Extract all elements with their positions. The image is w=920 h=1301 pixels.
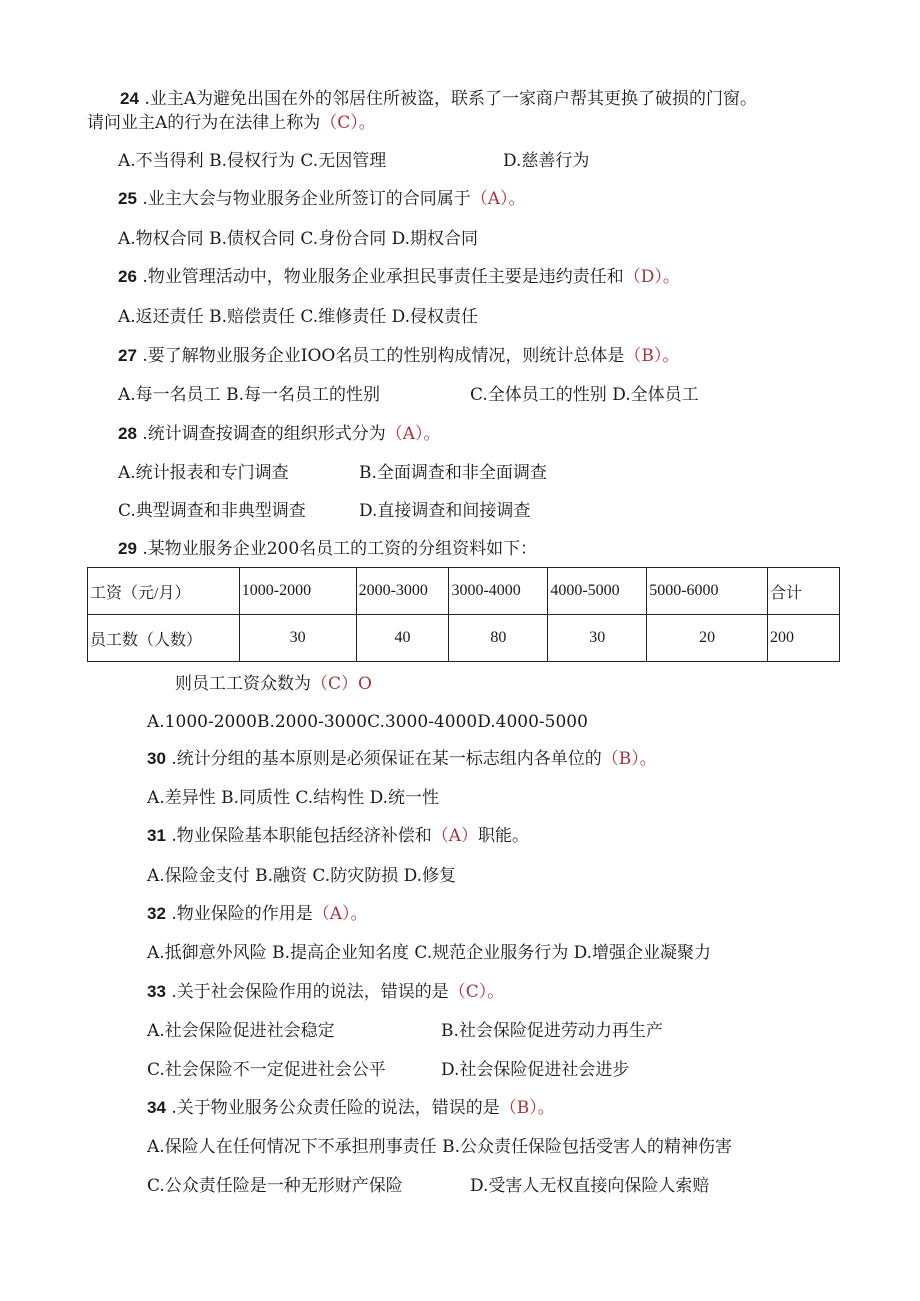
question-31-options: A.保险金支付 B.融资 C.防灾防损 D.修复 — [147, 866, 457, 886]
question-30-options: A.差异性 B.同质性 C.结构性 D.统一性 — [147, 788, 440, 808]
question-29-options: A.1000-2000B.2000-3000C.3000-4000D.4000-5000 — [147, 712, 588, 732]
question-34-stem — [147, 1097, 555, 1119]
answer-mark: （C）。 — [320, 113, 376, 133]
table-cell: 5000-6000 — [647, 568, 768, 615]
question-33-option-b: B.社会保险促进劳动力再生产 — [441, 1021, 663, 1041]
question-32-options: A.抵御意外风险 B.提高企业知名度 C.规范企业服务行为 D.增强企业凝聚力 — [147, 943, 712, 963]
question-number: 25 — [118, 189, 137, 208]
table-cell: 200 — [768, 615, 840, 662]
question-26-stem — [118, 266, 680, 288]
answer-mark: （B）。 — [601, 749, 657, 769]
question-28-option-c: C.典型调查和非典型调查 — [118, 501, 306, 521]
question-30-stem — [147, 748, 657, 770]
question-text: .业主大会与物业服务企业所签订的合同属于 — [142, 189, 471, 209]
question-33-stem — [147, 981, 504, 1003]
question-number: 30 — [147, 749, 166, 768]
question-text: 职能。 — [478, 826, 530, 846]
table-cell: 员工数（人数） — [88, 615, 240, 662]
question-text: .物业保险基本职能包括经济补偿和 — [171, 826, 432, 846]
table-cell: 20 — [647, 615, 768, 662]
table-cell: 80 — [449, 615, 548, 662]
answer-mark: （A）。 — [385, 424, 441, 444]
answer-mark: （C）O — [311, 674, 372, 694]
question-26-options: A.返还责任 B.赔偿责任 C.维修责任 D.侵权责任 — [118, 307, 479, 327]
question-27-options-ab: A.每一名员工 B.每一名员工的性别 — [118, 385, 380, 405]
question-28-option-a: A.统计报表和专门调查 — [118, 463, 289, 483]
question-text: .要了解物业服务企业IOO名员工的性别构成情况，则统计总体是 — [142, 346, 625, 366]
question-text: .统计调查按调查的组织形式分为 — [142, 424, 386, 444]
question-33-option-c: C.社会保险不一定促进社会公平 — [147, 1060, 386, 1080]
question-number: 26 — [118, 267, 137, 286]
table-cell: 2000-3000 — [356, 568, 449, 615]
question-24-option-d: D.慈善行为 — [503, 151, 590, 171]
question-text: .统计分组的基本原则是必须保证在某一标志组内各单位的 — [171, 749, 602, 769]
question-29-stem — [118, 538, 537, 560]
table-cell: 30 — [548, 615, 647, 662]
question-number: 31 — [147, 826, 166, 845]
question-number: 28 — [118, 424, 137, 443]
question-33-option-a: A.社会保险促进社会稳定 — [147, 1021, 335, 1041]
question-28-option-b: B.全面调查和非全面调查 — [359, 463, 547, 483]
question-28-stem — [118, 423, 441, 445]
question-31-stem — [147, 825, 529, 847]
table-cell: 工资（元/月） — [88, 568, 240, 615]
answer-mark: （D）。 — [623, 267, 680, 287]
question-27-stem — [118, 345, 679, 367]
answer-mark: （C）。 — [448, 982, 505, 1002]
question-34-options-ab: A.保险人在任何情况下不承担刑事责任 B.公众责任保险包括受害人的精神伤害 — [147, 1137, 732, 1157]
table-cell: 3000-4000 — [449, 568, 548, 615]
question-number: 32 — [147, 904, 166, 923]
question-24-stem — [120, 88, 757, 110]
question-24-stem-line2 — [87, 112, 376, 134]
question-27-options-cd: C.全体员工的性别 D.全体员工 — [470, 385, 699, 405]
table-header-row — [88, 568, 840, 615]
question-33-option-d: D.社会保险促进社会进步 — [441, 1060, 630, 1080]
table-cell: 合计 — [768, 568, 840, 615]
table-cell: 30 — [239, 615, 356, 662]
answer-mark: （B）。 — [624, 346, 680, 366]
table-cell: 4000-5000 — [548, 568, 647, 615]
question-text: .物业管理活动中，物业服务企业承担民事责任主要是违约责任和 — [142, 267, 624, 287]
question-text: .业主A为避免出国在外的邻居住所被盗，联系了一家商户帮其更换了破损的门窗。 — [144, 89, 758, 109]
question-number: 24 — [120, 89, 139, 108]
question-text: 请问业主A的行为在法律上称为 — [87, 113, 321, 133]
question-32-stem — [147, 903, 368, 925]
question-28-option-d: D.直接调查和间接调查 — [359, 501, 531, 521]
question-25-stem — [118, 188, 526, 210]
answer-mark: （A） — [431, 826, 479, 846]
question-number: 34 — [147, 1098, 166, 1117]
question-number: 27 — [118, 346, 137, 365]
table-row — [88, 615, 840, 662]
question-34-option-c: C.公众责任险是一种无形财产保险 — [147, 1176, 403, 1196]
question-number: 33 — [147, 982, 166, 1001]
table-cell: 1000-2000 — [239, 568, 356, 615]
question-24-options: A.不当得利 B.侵权行为 C.无因管理 — [118, 151, 387, 171]
question-text: .关于社会保险作用的说法，错误的是 — [171, 982, 449, 1002]
question-25-options: A.物权合同 B.债权合同 C.身份合同 D.期权合同 — [118, 229, 479, 249]
table-cell: 40 — [356, 615, 449, 662]
answer-mark: （A）。 — [312, 904, 368, 924]
question-number: 29 — [118, 539, 137, 558]
question-text: .物业保险的作用是 — [171, 904, 313, 924]
question-text: 则员工工资众数为 — [175, 674, 311, 694]
question-text: .关于物业服务公众责任险的说法，错误的是 — [171, 1098, 500, 1118]
question-34-option-d: D.受害人无权直接向保险人索赔 — [470, 1176, 710, 1196]
question-text: .某物业服务企业200名员工的工资的分组资料如下： — [142, 539, 538, 559]
question-29-followup — [175, 673, 372, 695]
wage-table — [87, 567, 840, 662]
answer-mark: （A）。 — [470, 189, 526, 209]
answer-mark: （B）。 — [499, 1098, 555, 1118]
